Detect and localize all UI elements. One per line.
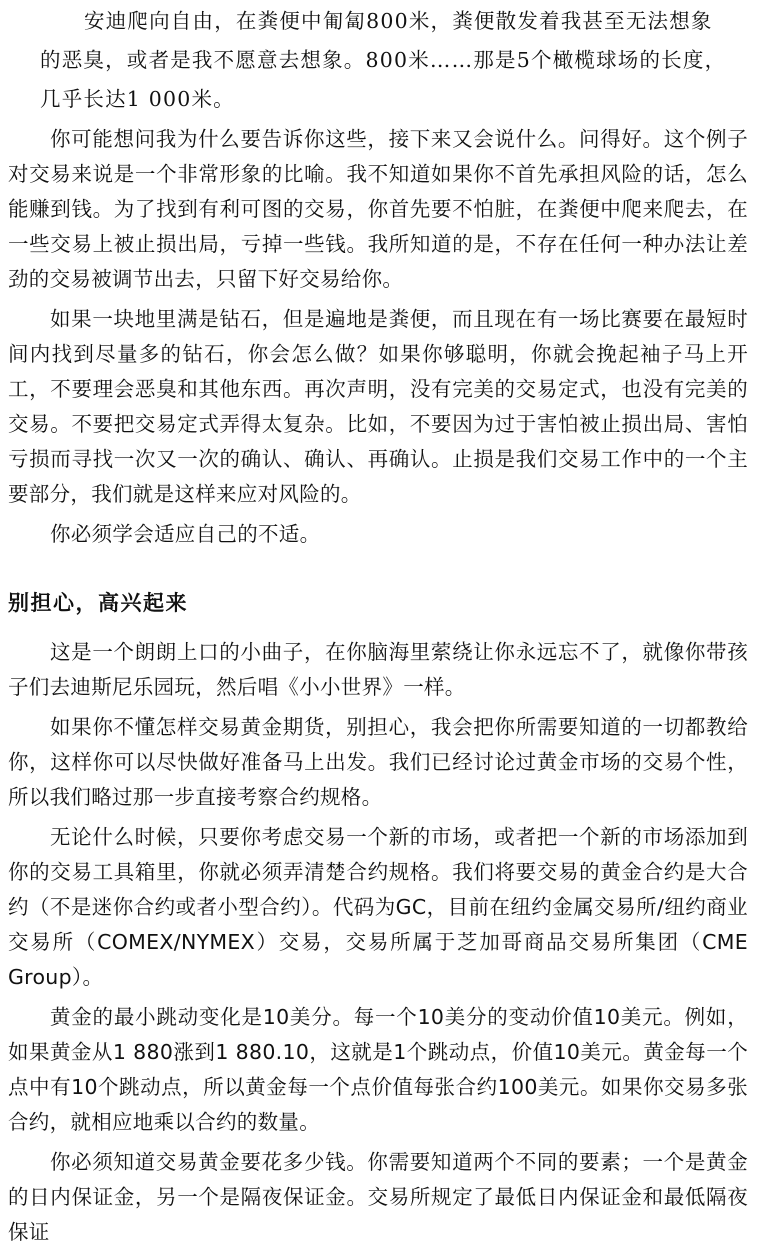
paragraph: 你必须知道交易黄金要花多少钱。你需要知道两个不同的要素；一个是黄金的日内保证金，另一个是隔夜保证金。交易所规定了最低日内保证金和最低隔夜保证 xyxy=(8,1150,748,1244)
section-body xyxy=(8,635,748,1250)
paragraph: 这是一个朗朗上口的小曲子，在你脑海里萦绕让你永远忘不了，就像你带孩子们去迪斯尼乐园玩，然后唱《小小世界》一样。 xyxy=(8,640,748,699)
section-heading: 别担心，高兴起来 xyxy=(8,591,188,615)
quote-line: 几乎长达1 000米。 xyxy=(40,87,235,111)
paragraph: 如果一块地里满是钻石，但是遍地是粪便，而且现在有一场比赛要在最短时间内找到尽量多的钻石，你会怎么做？如果你够聪明，你就会挽起袖子马上开工，不要理会恶臭和其他东西。再次声明，没有完美的交易定式，也没有完美的交易。不要把交易定式弄得太复杂。比如，不要因为过于害怕被止损出局、害怕亏损而寻找一次又一次的确认、确认、再确认。止损是我们交易工作中的一个主要部分，我们就是这样来应对风险的。 xyxy=(8,307,748,506)
paragraph: 黄金的最小跳动变化是10美分。每一个10美分的变动价值10美元。例如，如果黄金从1 880涨到1 880.10，这就是1个跳动点，价值10美元。黄金每一个点中有10个跳动点，所以黄金每一个点价值每张合约100美元。如果你交易多张合约，就相应地乘以合约的数量。 xyxy=(8,1005,748,1134)
paragraph: 你必须学会适应自己的不适。 xyxy=(50,522,321,546)
paragraph: 无论什么时候，只要你考虑交易一个新的市场，或者把一个新的市场添加到你的交易工具箱里，你就必须弄清楚合约规格。我们将要交易的黄金合约是大合约（不是迷你合约或者小型合约）。代码为GC，目前在纽约金属交易所/纽约商业交易所（COMEX/NYMEX）交易，交易所属于芝加哥商品交易所集团（CME Group）。 xyxy=(8,825,748,989)
block-quote xyxy=(40,2,727,119)
quote-line: 的恶臭，或者是我不愿意去想象。800米……那是5个橄榄球场的长度， xyxy=(40,48,727,72)
quote-line: 安迪爬向自由，在粪便中匍匐800米，粪便散发着我甚至无法想象 xyxy=(84,9,713,33)
paragraph: 你可能想问我为什么要告诉你这些，接下来又会说什么。问得好。这个例子对交易来说是一个非常形象的比喻。我不知道如果你不首先承担风险的话，怎么能赚到钱。为了找到有利可图的交易，你首先要不怕脏，在粪便中爬来爬去，在一些交易上被止损出局，亏掉一些钱。我所知道的是，不存在任何一种办法让差劲的交易被调节出去，只留下好交易给你。 xyxy=(8,127,748,291)
paragraph: 如果你不懂怎样交易黄金期货，别担心，我会把你所需要知道的一切都教给你，这样你可以尽快做好准备马上出发。我们已经讨论过黄金市场的交易个性，所以我们略过那一步直接考察合约规格。 xyxy=(8,715,748,809)
section-body xyxy=(8,122,748,552)
